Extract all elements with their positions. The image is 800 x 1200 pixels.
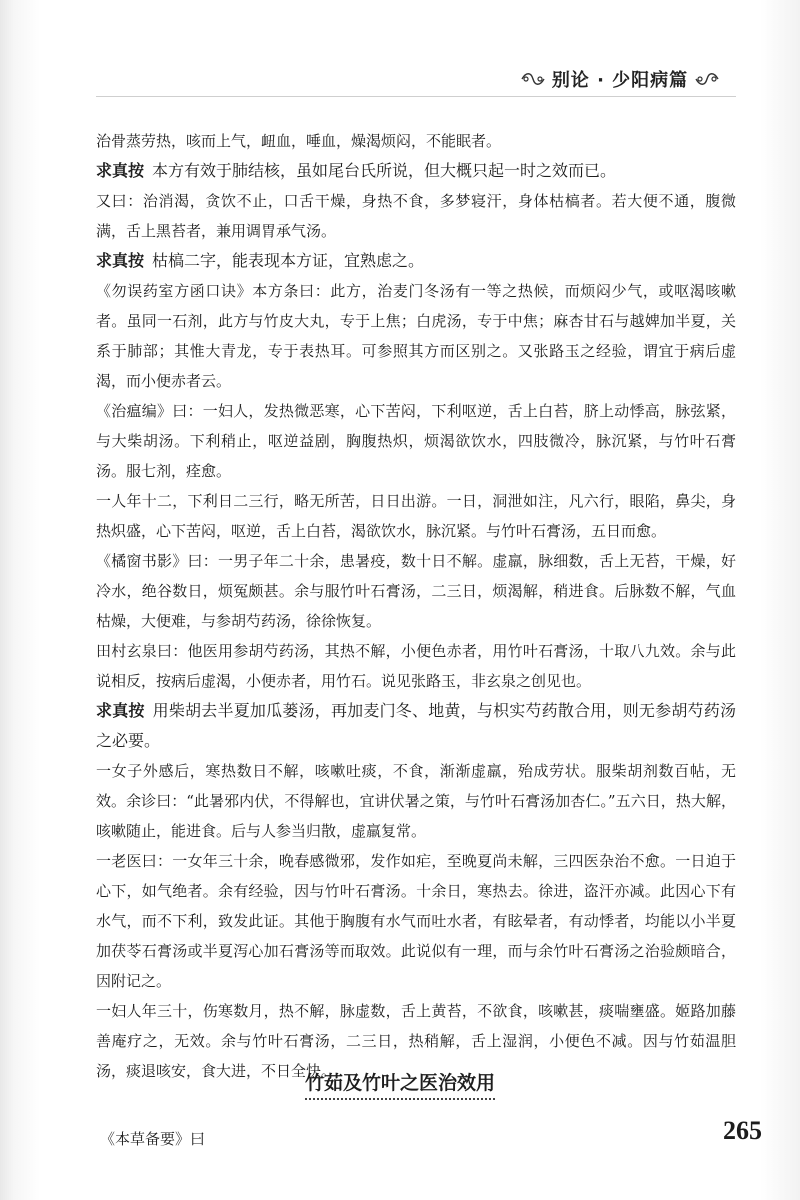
left-ornament-icon xyxy=(520,71,546,87)
paragraph-10: 一妇人年三十，伤寒数月，热不解，脉虚数，舌上黄苔，不欲食，咳嗽甚，痰喘壅盛。姬路加藤善庵疗之，无效。余与竹叶石膏汤，二三日，热稍解，舌上湿润，小便色不减。因与竹茹温胆汤，痰退咳安，食大进，不日全快。 xyxy=(96,1002,736,1080)
paragraph-1: 治骨蒸劳热，咳而上气，衄血，唾血，燥渴烦闷，不能眠者。 xyxy=(96,132,502,150)
commentary-label: 求真按 xyxy=(96,701,145,720)
right-ornament-icon xyxy=(694,71,720,87)
commentary-text: 枯槁二字，能表现本方证，宜熟虑之。 xyxy=(152,251,425,270)
page-number: 265 xyxy=(723,1116,762,1145)
body-text xyxy=(96,126,736,1086)
paragraph-4: 《治瘟编》曰：一妇人，发热微恶寒，心下苦闷，下利呕逆，舌上白苔，脐上动悸高，脉弦紧，与大柴胡汤。下利稍止，呕逆益剧，胸腹热炽，烦渴欲饮水，四肢微冷，脉沉紧，与竹叶石膏汤。服七剂，痊愈。 xyxy=(96,402,736,480)
commentary-label: 求真按 xyxy=(96,161,145,180)
continuation-text: 《本草备要》曰 xyxy=(100,1130,206,1148)
paragraph-6: 《橘窗书影》曰：一男子年二十余，患暑疫，数十日不解。虚羸，脉细数，舌上无苔，干燥，好冷水，绝谷数日，烦冤颇甚。余与服竹叶石膏汤，二三日，烦渴解，稍进食。后脉数不解，气血枯燥，大便难，与参胡芍药汤，徐徐恢复。 xyxy=(96,552,736,630)
paragraph-8: 一女子外感后，寒热数日不解，咳嗽吐痰，不食，渐渐虚羸，殆成劳状。服柴胡剂数百帖，无效。余诊曰：“此暑邪内伏，不得解也，宜讲伏暑之策，与竹叶石膏汤加杏仁。”五六日，热大解，咳嗽随止，能进食。后与人参当归散，虚羸复常。 xyxy=(96,762,736,840)
commentary-text: 本方有效于肺结核，虽如尾台氏所说，但大概只起一时之效而已。 xyxy=(152,161,617,180)
paragraph-9: 一老医曰：一女年三十余，晚春感微邪，发作如疟，至晚夏尚未解，三四医杂治不愈。一日迫于心下，如气绝者。余有经验，因与竹叶石膏汤。十余日，寒热去。徐进，盗汗亦减。此因心下有水气，而不下利，致发此证。其他于胸腹有水气而吐水者，有眩晕者，有动悸者，均能以小半夏加茯苓石膏汤或半夏泻心加石膏汤等而取效。此说似有一理，而与余竹叶石膏汤之治验颇暗合，因附记之。 xyxy=(96,852,736,990)
commentary-1 xyxy=(96,156,736,186)
running-header xyxy=(500,64,740,94)
paragraph-2: 又曰：治消渴，贪饮不止，口舌干燥，身热不食，多梦寝汗，身体枯槁者。若大便不通，腹微满，舌上黑苔者，兼用调胃承气汤。 xyxy=(96,192,736,240)
running-header-title: 别论 · 少阳病篇 xyxy=(551,70,689,91)
section-heading xyxy=(0,1068,800,1095)
commentary-label: 求真按 xyxy=(96,251,145,270)
commentary-3 xyxy=(96,696,736,756)
paragraph-5: 一人年十二，下利日二三行，略无所苦，日日出游。一日，洞泄如注，凡六行，眼陷，鼻尖，身热炽盛，心下苦闷，呕逆，舌上白苔，渴欲饮水，脉沉紧。与竹叶石膏汤，五日而愈。 xyxy=(96,492,736,540)
paragraph-7: 田村玄泉曰：他医用参胡芍药汤，其热不解，小便色赤者，用竹叶石膏汤，十取八九效。余与此说相反，按病后虚渴，小便赤者，用竹石。说见张路玉，非玄泉之创见也。 xyxy=(96,642,736,690)
commentary-text: 用柴胡去半夏加瓜蒌汤，再加麦门冬、地黄，与枳实芍药散合用，则无参胡芍药汤之必要。 xyxy=(96,701,736,750)
header-rule xyxy=(96,96,736,97)
commentary-2 xyxy=(96,246,736,276)
paragraph-3: 《勿误药室方函口诀》本方条曰：此方，治麦门冬汤有一等之热候，而烦闷少气，或呕渴咳嗽者。虽同一石剂，此方与竹皮大丸，专于上焦；白虎汤，专于中焦；麻杏甘石与越婢加半夏，关系于肺部；其惟大青龙，专于表热耳。可参照其方而区别之。又张路玉之经验，谓宜于病后虚渴，而小便赤者云。 xyxy=(96,282,736,390)
section-heading-text: 竹茹及竹叶之医治效用 xyxy=(305,1072,495,1100)
